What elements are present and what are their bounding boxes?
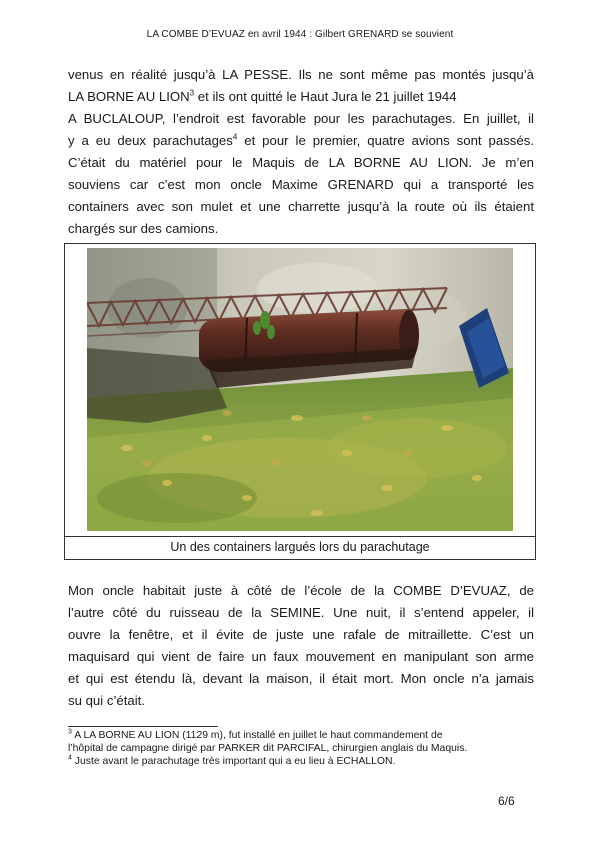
text-line: l’autre côté du ruisseau de la SEMINE. Une nuit, il s’entend appeler, il (68, 605, 534, 620)
text-line: Mon oncle habitait juste à côté de l’école de la COMBE D’EVUAZ, de (68, 583, 534, 598)
text-line: souviens car c’est mon oncle Maxime GRENARD qui a transporté les (68, 177, 534, 192)
text-line: LA BORNE AU LION$^3$ et ils ont quitté le Haut Jura le 21 juillet 1944 (68, 88, 457, 104)
figure-frame (64, 243, 536, 537)
footnote-ref-3: 3 (189, 88, 195, 98)
text-line: y a eu deux parachutages$^4$ et pour le premier, quatre avions sont passés. (68, 132, 534, 148)
text-line: C’était du matériel pour le Maquis de LA BORNE AU LION. Je m’en (68, 155, 534, 170)
footnote-mark: 3 (68, 728, 72, 736)
footnote-mark: 4 (68, 754, 72, 762)
text-line: venus en réalité jusqu’à LA PESSE. Ils ne sont même pas montés jusqu’à (68, 67, 534, 82)
text-line: et qui est étendu là, devant la maison, il était mort. Mon oncle n’a jamais (68, 671, 534, 686)
footnotes (68, 729, 538, 768)
footnote-text: A LA BORNE AU LION (1129 m), fut installé en juillet le haut commandement de (71, 730, 443, 741)
footnote-text: Juste avant le parachutage très important qui a eu lieu à ECHALLON. (71, 756, 396, 767)
footnote-text: l’hôpital de campagne dirigé par PARKER dit PARCIFAL, chirurgien anglais du Maquis. (68, 743, 468, 754)
text-line: ouvre la fenêtre, et il évite de juste une rafale de mitraillette. C’est un (68, 627, 534, 642)
text-line: chargés sur des camions. (68, 221, 219, 236)
figure-caption: Un des containers largués lors du parachutage (64, 536, 536, 560)
paragraph-2 (68, 580, 534, 712)
text-line: A BUCLALOUP, l’endroit est favorable pour les parachutages. En juillet, il (68, 111, 534, 126)
container-photo (87, 248, 513, 531)
footnote-ref-4: 4 (232, 132, 238, 142)
footnote-3 (68, 729, 538, 755)
text-line: su qui c’était. (68, 693, 145, 708)
footnote-4 (68, 755, 538, 768)
page-number: 6/6 (498, 794, 515, 808)
text-line: maquisard qui vient de faire un faux mouvement en manipulant son arme (68, 649, 534, 664)
page-header: LA COMBE D’EVUAZ en avril 1944 : Gilbert GRENARD se souvient (146, 29, 454, 40)
footnote-divider (68, 726, 218, 727)
paragraph-1 (68, 64, 534, 240)
text-line: containers avec son mulet et une charrette jusqu’à la route où ils étaient (68, 199, 534, 214)
